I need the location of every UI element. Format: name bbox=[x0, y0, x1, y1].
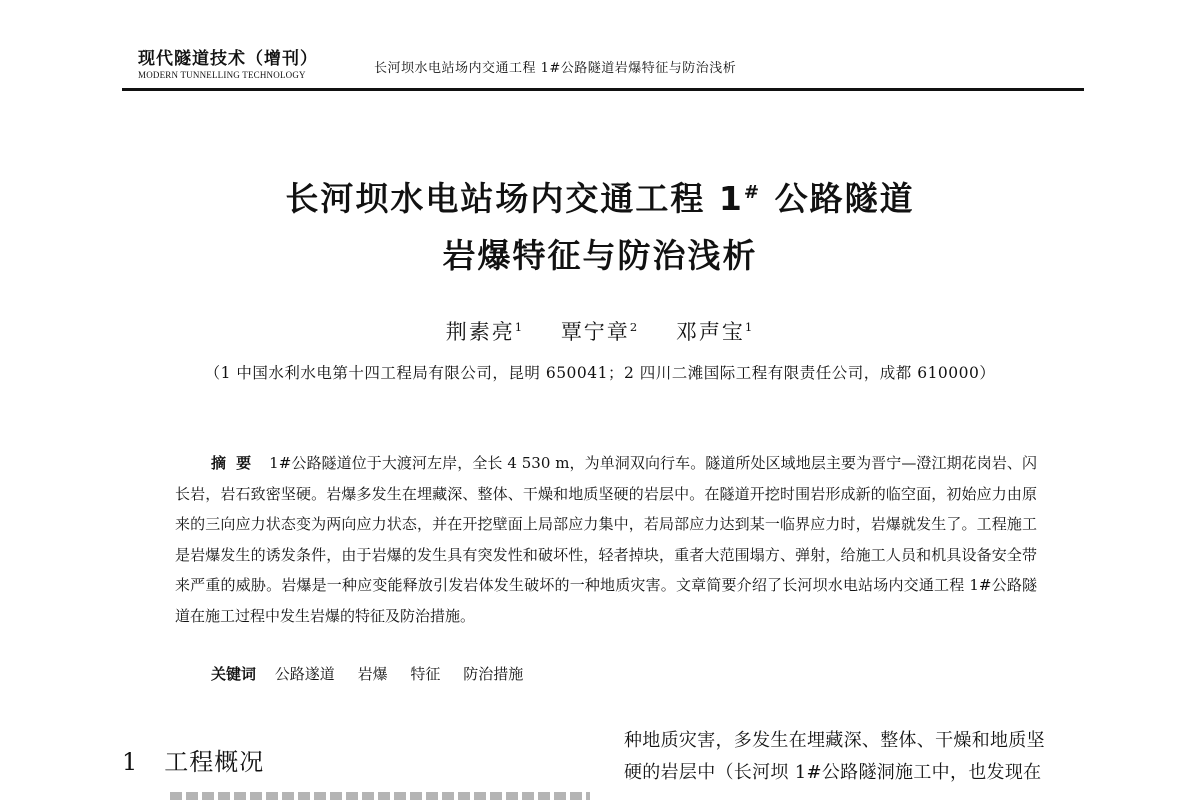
author-list bbox=[0, 316, 1200, 346]
title-sup: # bbox=[743, 182, 762, 203]
section-title: 工程概况 bbox=[164, 748, 265, 776]
title-text-b: 公路隧道 bbox=[761, 179, 915, 218]
abstract-text: 1#公路隧道位于大渡河左岸，全长 4 530 m，为单洞双向行车。隧道所处区域地层主要为晋宁—澄江期花岗岩、闪长岩，岩石致密坚硬。岩爆多发生在埋藏深、整体、干燥和地质坚硬的岩层中。在隧道开挖时围岩形成新的临空面，初始应力由原来的三向应力状态变为两向应力状态，并在开挖壁面上局部应力集中，若局部应力达到某一临界应力时，岩爆就发生了。工程施工是岩爆发生的诱发条件，由于岩爆的发生具有突发性和破坏性，轻者掉块，重者大范围塌方、弹射，给施工人员和机具设备安全带来严重的威胁。岩爆是一种应变能释放引发岩体发生破坏的一种地质灾害。文章简要介绍了长河坝水电站场内交通工程 1#公路隧道在施工过程中发生岩爆的特征及防治措施。 bbox=[175, 454, 1037, 625]
author-affil-mark: 2 bbox=[629, 320, 640, 334]
author-affil-mark: 1 bbox=[514, 320, 525, 334]
author bbox=[446, 316, 524, 346]
journal-name-cn: 现代隧道技术（增刊） bbox=[138, 49, 318, 69]
journal-name-en: MODERN TUNNELLING TECHNOLOGY bbox=[138, 70, 306, 80]
right-column bbox=[624, 725, 1084, 789]
article-title-line2: 岩爆特征与防治浅析 bbox=[442, 236, 758, 275]
author bbox=[676, 316, 754, 346]
keywords-label: 关键词 bbox=[211, 665, 257, 683]
author-name: 荆素亮 bbox=[445, 320, 515, 344]
cropped-text-line bbox=[170, 788, 590, 800]
header-rule bbox=[122, 88, 1084, 91]
keyword: 防治措施 bbox=[463, 665, 524, 683]
title-text-a: 长河坝水电站场内交通工程 1 bbox=[285, 179, 744, 218]
section-heading bbox=[122, 742, 264, 777]
author-name: 邓声宝 bbox=[675, 320, 745, 344]
body-line: 种地质灾害，多发生在埋藏深、整体、干燥和地质坚 bbox=[624, 730, 1045, 751]
keyword: 公路遂道 bbox=[274, 665, 335, 683]
page-header bbox=[122, 44, 1084, 90]
article-title-line1 bbox=[0, 173, 1200, 220]
keyword: 特征 bbox=[410, 665, 441, 683]
author bbox=[561, 316, 639, 346]
section-number: 1 bbox=[122, 748, 139, 776]
running-title: 长河坝水电站场内交通工程 1#公路隧道岩爆特征与防治浅析 bbox=[374, 61, 737, 76]
keywords bbox=[211, 663, 541, 684]
abstract bbox=[175, 448, 1037, 631]
abstract-label: 摘要 bbox=[211, 454, 262, 472]
author-affil-mark: 1 bbox=[744, 320, 755, 334]
body-line: 硬的岩层中（长河坝 1#公路隧洞施工中，也发现在 bbox=[624, 762, 1042, 783]
author-name: 覃宁章 bbox=[560, 320, 630, 344]
affiliation: （1 中国水利水电第十四工程局有限公司，昆明 650041；2 四川二滩国际工程有限责任公司，成都 610000） bbox=[204, 364, 996, 382]
keyword: 岩爆 bbox=[357, 665, 388, 683]
